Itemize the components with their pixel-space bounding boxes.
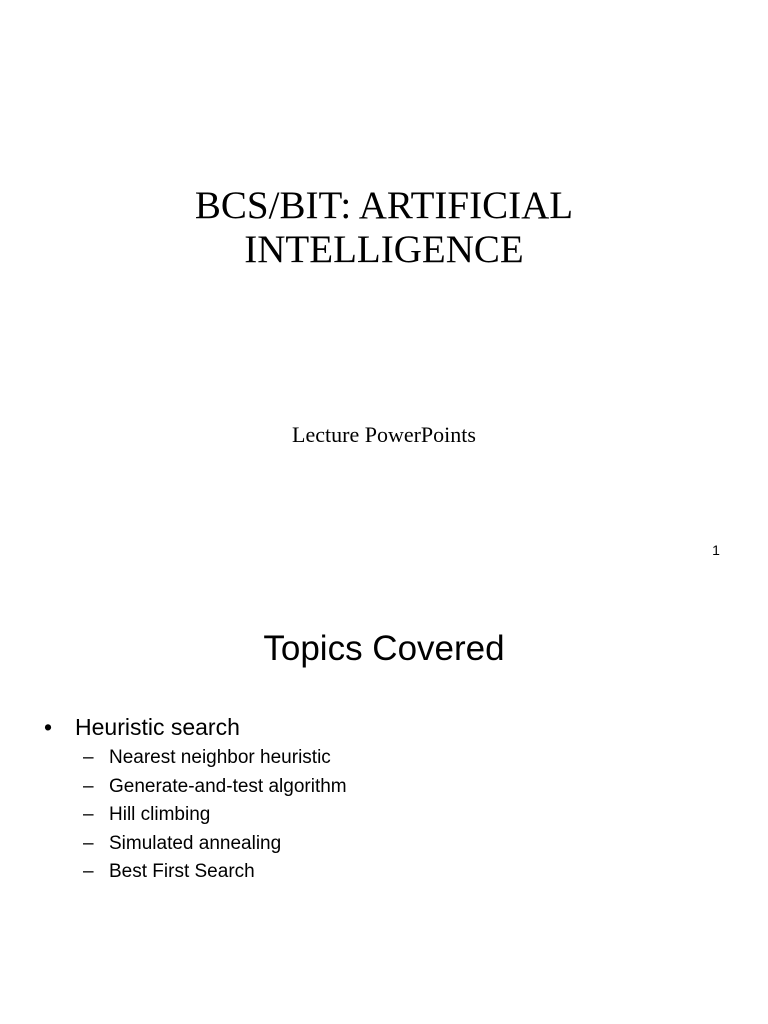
dash-icon: – [83, 775, 94, 797]
sub-bullet-label: Best First Search [109, 861, 255, 883]
dash-icon: – [83, 747, 94, 768]
topics-title: Topics Covered [263, 629, 505, 668]
slide-title-line-1: BCS/BIT: ARTIFICIAL [194, 184, 574, 227]
sub-bullet-item [83, 801, 347, 830]
bullet-label: Heuristic search [75, 714, 240, 740]
dash-icon: – [83, 832, 94, 854]
sub-bullet-list [44, 744, 347, 887]
sub-bullet-label: Nearest neighbor heuristic [109, 747, 331, 768]
bullet-icon: • [44, 714, 53, 740]
sub-bullet-label: Generate-and-test algorithm [109, 775, 347, 797]
sub-bullet-item [83, 830, 347, 859]
dash-icon: – [83, 804, 94, 826]
bullet-item [44, 710, 347, 744]
dash-icon: – [83, 861, 94, 883]
topics-slide [0, 576, 768, 1024]
sub-bullet-item [83, 858, 347, 887]
slide-subtitle: Lecture PowerPoints [292, 422, 476, 447]
sub-bullet-item [83, 744, 347, 773]
slide-title-line-2: INTELLIGENCE [244, 228, 524, 271]
sub-bullet-item [83, 773, 347, 802]
slide-number: 1 [712, 542, 720, 558]
bullet-list [44, 710, 347, 887]
sub-bullet-label: Simulated annealing [109, 832, 282, 854]
sub-bullet-label: Hill climbing [109, 804, 211, 826]
slide-title [0, 184, 768, 272]
